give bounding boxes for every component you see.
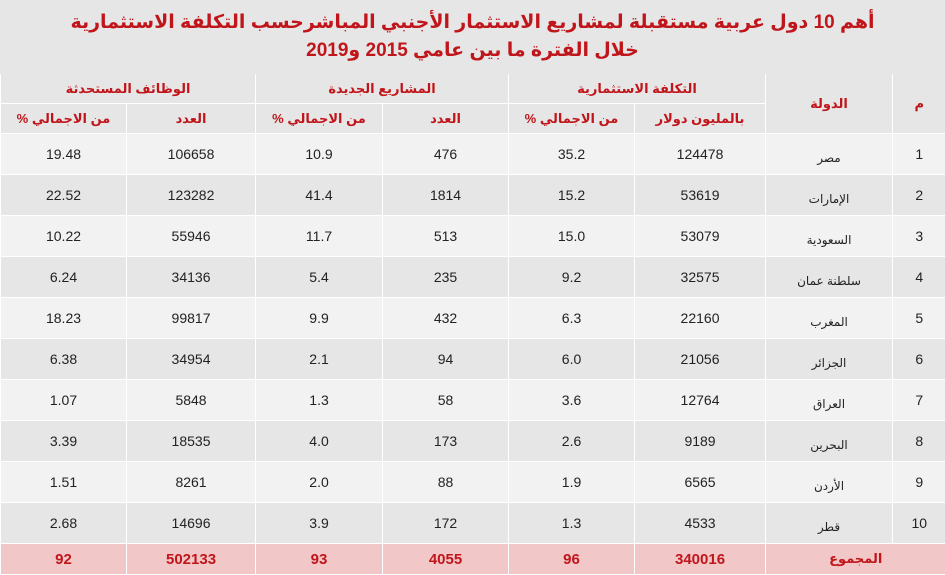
- row-jobs: 34954: [127, 339, 256, 380]
- total-label: المجموع: [766, 544, 945, 575]
- row-index: 7: [893, 380, 945, 421]
- fdi-table: [0, 74, 945, 575]
- row-cost: 22160: [635, 298, 766, 339]
- row-cost-pct: 15.0: [509, 216, 635, 257]
- row-jobs-pct: 3.39: [1, 421, 127, 462]
- table-row: [1, 257, 945, 298]
- row-index: 4: [893, 257, 945, 298]
- row-jobs-pct: 1.51: [1, 462, 127, 503]
- total-cost: 340016: [635, 544, 766, 575]
- row-jobs: 55946: [127, 216, 256, 257]
- row-country: سلطنة عمان: [766, 257, 893, 298]
- row-projects: 476: [383, 134, 509, 175]
- row-jobs-pct: 19.48: [1, 134, 127, 175]
- row-projects: 88: [383, 462, 509, 503]
- row-cost: 12764: [635, 380, 766, 421]
- row-jobs: 5848: [127, 380, 256, 421]
- title-line-2: خلال الفترة ما بين عامي 2015 و2019: [306, 37, 639, 65]
- row-jobs: 99817: [127, 298, 256, 339]
- table-row: [1, 421, 945, 462]
- title-line-1: أهم 10 دول عربية مستقبلة لمشاريع الاستثمار الأجنبي المباشرحسب التكلفة الاستثمارية: [70, 9, 874, 37]
- header-jobs-pct: من الاجمالي %: [1, 104, 127, 134]
- row-index: 5: [893, 298, 945, 339]
- total-cost-pct: 96: [509, 544, 635, 575]
- row-projects: 173: [383, 421, 509, 462]
- row-index: 2: [893, 175, 945, 216]
- row-jobs-pct: 10.22: [1, 216, 127, 257]
- row-projects-pct: 1.3: [256, 380, 383, 421]
- row-jobs: 14696: [127, 503, 256, 544]
- row-country: قطر: [766, 503, 893, 544]
- header-jobs-group: الوظائف المستحدثة: [1, 74, 256, 104]
- row-projects: 58: [383, 380, 509, 421]
- row-jobs: 8261: [127, 462, 256, 503]
- header-projects-pct: من الاجمالي %: [256, 104, 383, 134]
- row-cost-pct: 9.2: [509, 257, 635, 298]
- table-title: [0, 0, 945, 74]
- row-jobs: 106658: [127, 134, 256, 175]
- row-country: مصر: [766, 134, 893, 175]
- row-projects-pct: 41.4: [256, 175, 383, 216]
- header-country: الدولة: [766, 74, 893, 134]
- row-cost: 4533: [635, 503, 766, 544]
- row-country: الجزائر: [766, 339, 893, 380]
- row-projects: 1814: [383, 175, 509, 216]
- row-projects-pct: 5.4: [256, 257, 383, 298]
- row-jobs-pct: 22.52: [1, 175, 127, 216]
- row-index: 9: [893, 462, 945, 503]
- row-cost: 53079: [635, 216, 766, 257]
- row-jobs: 34136: [127, 257, 256, 298]
- header-projects-group: المشاريع الجديدة: [256, 74, 509, 104]
- table-row: [1, 503, 945, 544]
- total-jobs-pct: 92: [1, 544, 127, 575]
- row-country: الإمارات: [766, 175, 893, 216]
- table-row: [1, 134, 945, 175]
- row-cost: 53619: [635, 175, 766, 216]
- row-cost-pct: 15.2: [509, 175, 635, 216]
- row-index: 6: [893, 339, 945, 380]
- row-cost: 124478: [635, 134, 766, 175]
- row-projects-pct: 11.7: [256, 216, 383, 257]
- header-index: م: [893, 74, 945, 134]
- row-projects-pct: 4.0: [256, 421, 383, 462]
- table-row: [1, 462, 945, 503]
- row-projects-pct: 9.9: [256, 298, 383, 339]
- row-index: 10: [893, 503, 945, 544]
- row-cost: 9189: [635, 421, 766, 462]
- row-cost-pct: 1.3: [509, 503, 635, 544]
- row-cost-pct: 3.6: [509, 380, 635, 421]
- row-cost-pct: 6.3: [509, 298, 635, 339]
- row-jobs-pct: 18.23: [1, 298, 127, 339]
- row-index: 8: [893, 421, 945, 462]
- total-row: [1, 544, 945, 575]
- row-country: البحرين: [766, 421, 893, 462]
- row-projects-pct: 2.1: [256, 339, 383, 380]
- total-projects-pct: 93: [256, 544, 383, 575]
- row-projects-pct: 2.0: [256, 462, 383, 503]
- total-jobs: 502133: [127, 544, 256, 575]
- row-cost-pct: 6.0: [509, 339, 635, 380]
- row-cost-pct: 1.9: [509, 462, 635, 503]
- header-cost-group: التكلفة الاستثمارية: [509, 74, 766, 104]
- table-row: [1, 216, 945, 257]
- header-projects-count: العدد: [383, 104, 509, 134]
- row-jobs-pct: 1.07: [1, 380, 127, 421]
- row-country: السعودية: [766, 216, 893, 257]
- row-jobs: 123282: [127, 175, 256, 216]
- row-projects: 432: [383, 298, 509, 339]
- row-projects: 172: [383, 503, 509, 544]
- row-cost-pct: 2.6: [509, 421, 635, 462]
- row-jobs-pct: 6.38: [1, 339, 127, 380]
- table-row: [1, 298, 945, 339]
- row-jobs-pct: 6.24: [1, 257, 127, 298]
- row-index: 3: [893, 216, 945, 257]
- header-cost-pct: من الاجمالي %: [509, 104, 635, 134]
- row-projects-pct: 3.9: [256, 503, 383, 544]
- row-country: العراق: [766, 380, 893, 421]
- table-row: [1, 339, 945, 380]
- table-row: [1, 175, 945, 216]
- row-jobs-pct: 2.68: [1, 503, 127, 544]
- total-projects: 4055: [383, 544, 509, 575]
- header-jobs-count: العدد: [127, 104, 256, 134]
- header-cost-value: بالمليون دولار: [635, 104, 766, 134]
- row-index: 1: [893, 134, 945, 175]
- row-projects: 94: [383, 339, 509, 380]
- row-projects: 513: [383, 216, 509, 257]
- row-jobs: 18535: [127, 421, 256, 462]
- row-cost: 32575: [635, 257, 766, 298]
- row-projects-pct: 10.9: [256, 134, 383, 175]
- table-row: [1, 380, 945, 421]
- row-cost-pct: 35.2: [509, 134, 635, 175]
- row-projects: 235: [383, 257, 509, 298]
- row-country: المغرب: [766, 298, 893, 339]
- row-cost: 6565: [635, 462, 766, 503]
- row-country: الأردن: [766, 462, 893, 503]
- row-cost: 21056: [635, 339, 766, 380]
